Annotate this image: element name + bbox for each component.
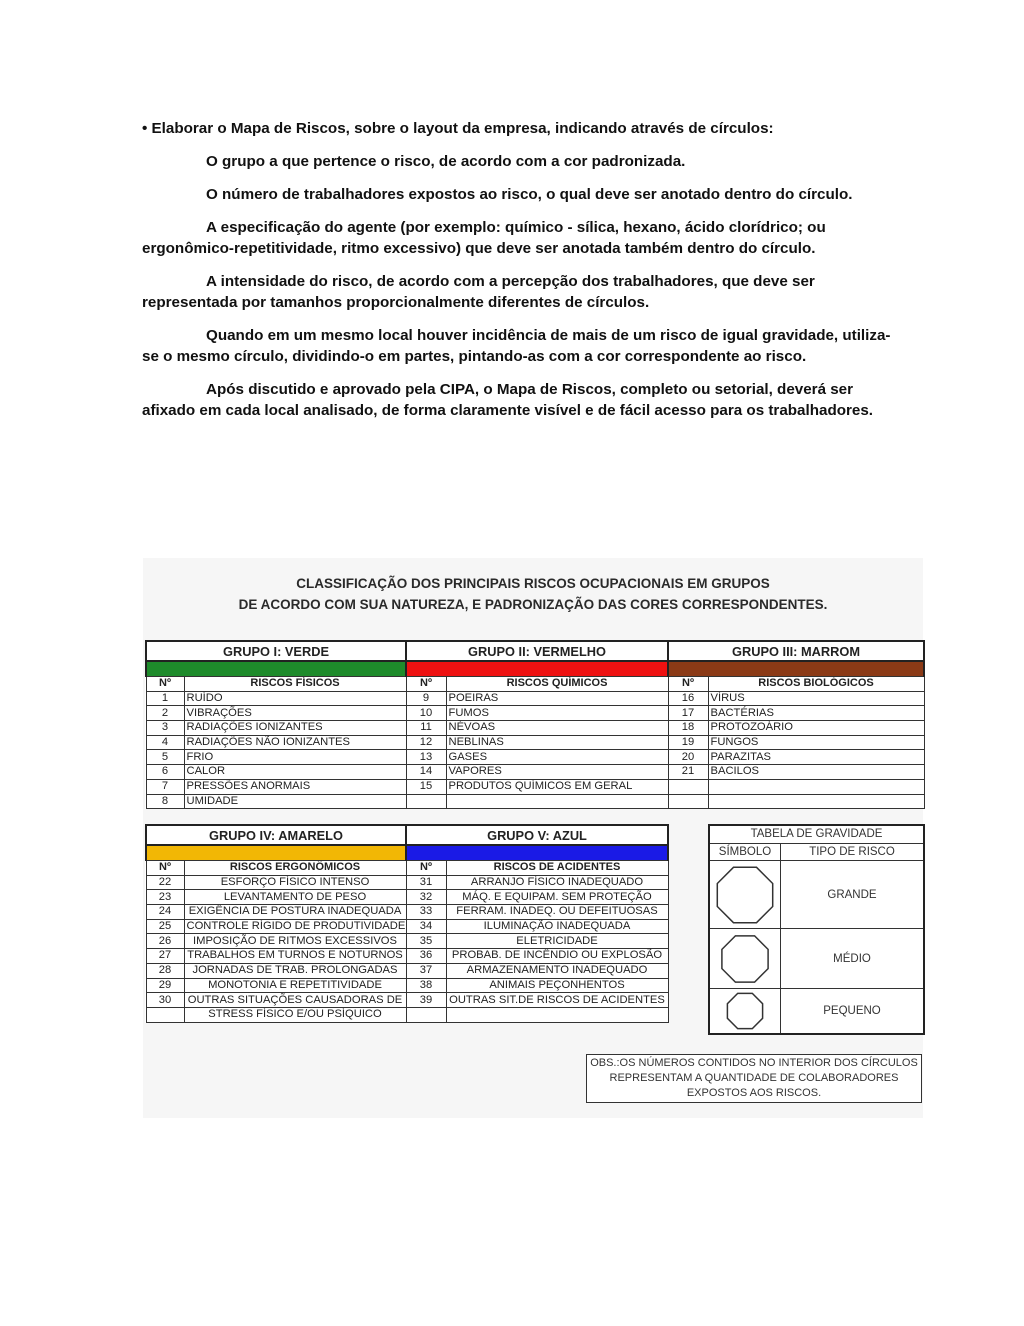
risk-number: 3 (146, 721, 184, 736)
table-row (146, 963, 668, 978)
risk-number: 18 (668, 721, 708, 736)
risk-number (146, 1007, 184, 1022)
risk-name: VAPORES (446, 765, 668, 780)
paragraph: • Elaborar o Mapa de Riscos, sobre o layout da empresa, indicando através de círculos: (142, 120, 774, 137)
risk-number: 2 (146, 706, 184, 721)
table-row (146, 779, 924, 794)
table-row (146, 978, 668, 993)
table-row (146, 890, 668, 905)
octagon-icon (710, 861, 781, 928)
risk-name: PROBAB. DE INCÊNDIO OU EXPLOSÃO (446, 949, 668, 964)
risk-name: PRODUTOS QUÍMICOS EM GERAL (446, 779, 668, 794)
number-column-header: Nº (668, 677, 708, 692)
paragraph: O número de trabalhadores expostos ao risco, o qual deve ser anotado dentro do círculo. (206, 186, 853, 203)
risk-name (446, 794, 668, 809)
risk-number: 34 (406, 919, 446, 934)
risk-number: 28 (146, 963, 184, 978)
risk-name: OUTRAS SIT.DE RISCOS DE ACIDENTES (446, 993, 668, 1008)
risk-number: 13 (406, 750, 446, 765)
number-column-header: Nº (406, 861, 446, 876)
risk-number: 19 (668, 735, 708, 750)
risk-number: 26 (146, 934, 184, 949)
risk-number: 7 (146, 779, 184, 794)
risk-groups-table-bottom (145, 824, 669, 1023)
risk-number: 32 (406, 890, 446, 905)
risk-name: ELETRICIDADE (446, 934, 668, 949)
risk-number: 14 (406, 765, 446, 780)
gravity-table (708, 824, 925, 1035)
paragraph: O grupo a que pertence o risco, de acordo com a cor padronizada. (206, 153, 686, 170)
risk-number: 35 (406, 934, 446, 949)
risk-name: NEBLINAS (446, 735, 668, 750)
risk-name: IMPOSIÇÃO DE RITMOS EXCESSIVOS (184, 934, 406, 949)
figure-title-line2: DE ACORDO COM SUA NATUREZA, E PADRONIZAÇÃO DAS CORES CORRESPONDENTES. (238, 597, 828, 612)
risk-number: 17 (668, 706, 708, 721)
risk-category-header: RISCOS BIOLÓGICOS (708, 677, 924, 692)
risk-name: JORNADAS DE TRAB. PROLONGADAS (184, 963, 406, 978)
risk-number: 8 (146, 794, 184, 809)
gravity-col-type: TIPO DE RISCO (809, 846, 895, 858)
risk-name (708, 779, 924, 794)
risk-number (406, 794, 446, 809)
risk-name: FRIO (184, 750, 406, 765)
risk-number: 21 (668, 765, 708, 780)
group-color-bar (146, 845, 406, 861)
table-row (146, 919, 668, 934)
risk-name: RADIAÇÕES NÃO IONIZANTES (184, 735, 406, 750)
gravity-row (710, 861, 923, 929)
risk-name: POEIRAS (446, 691, 668, 706)
gravity-row (710, 929, 923, 989)
risk-number: 27 (146, 949, 184, 964)
group-header: GRUPO I: VERDE (146, 641, 406, 661)
risk-name: BACTÉRIAS (708, 706, 924, 721)
group-color-bar (406, 661, 668, 677)
table-row (146, 721, 924, 736)
risk-name: ESFORÇO FÍSICO INTENSO (184, 875, 406, 890)
risk-number (668, 779, 708, 794)
risk-name: RUÍDO (184, 691, 406, 706)
risk-name: TRABALHOS EM TURNOS E NOTURNOS (184, 949, 406, 964)
table-row (146, 905, 668, 920)
risk-classification-figure (143, 558, 923, 1118)
risk-groups-table-top (145, 640, 925, 809)
risk-number: 20 (668, 750, 708, 765)
risk-number: 24 (146, 905, 184, 920)
table-row (146, 735, 924, 750)
number-column-header: Nº (146, 677, 184, 692)
paragraph: A intensidade do risco, de acordo com a percepção dos trabalhadores, que deve ser representada por tamanhos proporcionalmente diferentes de círculos. (142, 273, 815, 311)
risk-number (406, 1007, 446, 1022)
risk-name: CONTROLE RÍGIDO DE PRODUTIVIDADE (184, 919, 406, 934)
group-color-bar (406, 845, 668, 861)
risk-name: PROTOZOÁRIO (708, 721, 924, 736)
table-row (146, 1007, 668, 1022)
risk-number: 4 (146, 735, 184, 750)
paragraph: Quando em um mesmo local houver incidência de mais de um risco de igual gravidade, utiliza-se o mesmo círculo, dividindo-o em partes, pintando-as com a cor correspondente ao risco. (142, 327, 891, 365)
group-header: GRUPO II: VERMELHO (406, 641, 668, 661)
risk-name: BACILOS (708, 765, 924, 780)
table-row (146, 750, 924, 765)
table-row (146, 949, 668, 964)
risk-name: VÍRUS (708, 691, 924, 706)
risk-name: FUMOS (446, 706, 668, 721)
gravity-type-label: PEQUENO (823, 1005, 881, 1017)
group-color-bar (146, 661, 406, 677)
risk-name: STRESS FÍSICO E/OU PSÍQUICO (184, 1007, 406, 1022)
paragraph: Após discutido e aprovado pela CIPA, o Mapa de Riscos, completo ou setorial, deverá ser afixado em cada local analisado, de forma claramente visível e de fácil acesso para os trabalhadores. (142, 381, 874, 419)
risk-number: 33 (406, 905, 446, 920)
octagon-icon (710, 929, 781, 988)
risk-name: FUNGOS (708, 735, 924, 750)
risk-number: 38 (406, 978, 446, 993)
risk-number: 22 (146, 875, 184, 890)
risk-category-header: RISCOS QUÍMICOS (446, 677, 668, 692)
risk-number: 6 (146, 765, 184, 780)
risk-number: 23 (146, 890, 184, 905)
figure-title-line1: CLASSIFICAÇÃO DOS PRINCIPAIS RISCOS OCUPACIONAIS EM GRUPOS (296, 576, 770, 591)
group-header: GRUPO IV: AMARELO (146, 825, 406, 845)
paragraph: A especificação do agente (por exemplo: químico - sílica, hexano, ácido clorídrico; ou ergonômico-repetitividade, ritmo excessivo) que deve ser anotada também dentro do círculo. (142, 219, 826, 257)
table-row (146, 765, 924, 780)
octagon-icon (710, 989, 781, 1033)
risk-number: 1 (146, 691, 184, 706)
risk-number: 16 (668, 691, 708, 706)
gravity-table-title: TABELA DE GRAVIDADE (710, 826, 923, 844)
number-column-header: Nº (406, 677, 446, 692)
gravity-type-label: GRANDE (827, 888, 877, 901)
risk-name: RADIAÇÕES IONIZANTES (184, 721, 406, 736)
observation-note (586, 1054, 922, 1103)
gravity-row (710, 989, 923, 1033)
risk-name: ILUMINAÇÃO INADEQUADA (446, 919, 668, 934)
table-row (146, 934, 668, 949)
gravity-col-symbol: SÍMBOLO (710, 844, 781, 860)
risk-category-header: RISCOS ERGONÔMICOS (184, 861, 406, 876)
table-row (146, 706, 924, 721)
risk-number: 31 (406, 875, 446, 890)
risk-name: MÁQ. E EQUIPAM. SEM PROTEÇÃO (446, 890, 668, 905)
risk-name: UMIDADE (184, 794, 406, 809)
risk-number: 12 (406, 735, 446, 750)
observation-line: REPRESENTAM A QUANTIDADE DE COLABORADORES (609, 1072, 899, 1084)
risk-name: GASES (446, 750, 668, 765)
table-row (146, 993, 668, 1008)
table-row (146, 875, 668, 890)
risk-name: EXIGÊNCIA DE POSTURA INADEQUADA (184, 905, 406, 920)
instructions-text (142, 118, 902, 433)
risk-number: 29 (146, 978, 184, 993)
risk-name (708, 794, 924, 809)
table-row (146, 691, 924, 706)
risk-name: CALOR (184, 765, 406, 780)
risk-name: PRESSÕES ANORMAIS (184, 779, 406, 794)
risk-name (446, 1007, 668, 1022)
group-header: GRUPO V: AZUL (406, 825, 668, 845)
risk-category-header: RISCOS FÍSICOS (184, 677, 406, 692)
risk-number: 10 (406, 706, 446, 721)
risk-name: LEVANTAMENTO DE PESO (184, 890, 406, 905)
risk-number: 30 (146, 993, 184, 1008)
risk-number: 9 (406, 691, 446, 706)
risk-number: 25 (146, 919, 184, 934)
group-header: GRUPO III: MARROM (668, 641, 924, 661)
risk-number: 15 (406, 779, 446, 794)
risk-category-header: RISCOS DE ACIDENTES (446, 861, 668, 876)
risk-number: 39 (406, 993, 446, 1008)
risk-number: 5 (146, 750, 184, 765)
risk-name: ARRANJO FÍSICO INADEQUADO (446, 875, 668, 890)
number-column-header: Nº (146, 861, 184, 876)
gravity-type-label: MÉDIO (833, 952, 871, 965)
risk-number: 11 (406, 721, 446, 736)
risk-name: PARAZITAS (708, 750, 924, 765)
observation-line: OBS.:OS NÚMEROS CONTIDOS NO INTERIOR DOS CÍRCULOS (590, 1057, 918, 1069)
risk-name: VIBRAÇÕES (184, 706, 406, 721)
risk-number: 36 (406, 949, 446, 964)
table-row (146, 794, 924, 809)
risk-number (668, 794, 708, 809)
risk-name: NÉVOAS (446, 721, 668, 736)
risk-name: FERRAM. INADEQ. OU DEFEITUOSAS (446, 905, 668, 920)
risk-name: ARMAZENAMENTO INADEQUADO (446, 963, 668, 978)
risk-number: 37 (406, 963, 446, 978)
risk-name: MONOTONIA E REPETITIVIDADE (184, 978, 406, 993)
risk-name: OUTRAS SITUAÇÕES CAUSADORAS DE (184, 993, 406, 1008)
risk-name: ANIMAIS PEÇONHENTOS (446, 978, 668, 993)
group-color-bar (668, 661, 924, 677)
observation-line: EXPOSTOS AOS RISCOS. (686, 1087, 822, 1099)
